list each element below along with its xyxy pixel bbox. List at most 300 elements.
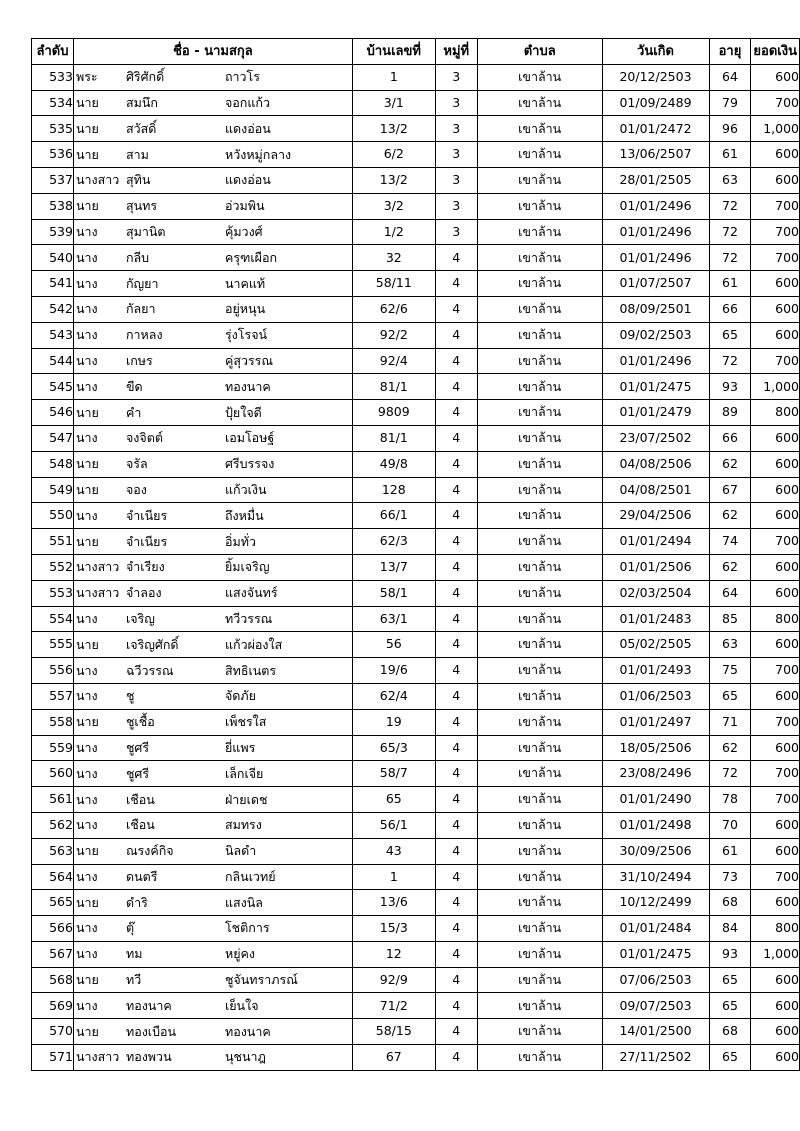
name-prefix: นาย	[75, 971, 99, 987]
table-row	[32, 400, 800, 426]
age: 93	[709, 941, 751, 967]
amount: 600	[751, 683, 800, 709]
name-prefix: นาง	[75, 868, 98, 884]
full-name-cell	[73, 838, 352, 864]
first-name: ศิริศักดิ์	[125, 68, 165, 84]
house-number: 63/1	[352, 606, 435, 632]
name-prefix: นาง	[75, 920, 98, 936]
row-number: 565	[32, 890, 74, 916]
date-of-birth: 01/01/2498	[602, 812, 709, 838]
table-row	[32, 219, 800, 245]
table-row	[32, 451, 800, 477]
moo-number: 4	[435, 916, 477, 942]
table-row	[32, 890, 800, 916]
table-row	[32, 787, 800, 813]
house-number: 62/6	[352, 296, 435, 322]
date-of-birth: 01/01/2475	[602, 941, 709, 967]
house-number: 13/6	[352, 890, 435, 916]
row-number: 533	[32, 64, 74, 90]
house-number: 3/2	[352, 193, 435, 219]
house-number: 65	[352, 787, 435, 813]
moo-number: 4	[435, 838, 477, 864]
tambon: เขาล้าน	[477, 554, 602, 580]
house-number: 81/1	[352, 374, 435, 400]
name-prefix: นาง	[75, 275, 98, 291]
first-name: ตุ๊	[125, 920, 135, 936]
first-name: กลีบ	[125, 249, 150, 265]
first-name: สุนทร	[125, 197, 158, 213]
house-number: 58/7	[352, 761, 435, 787]
moo-number: 4	[435, 683, 477, 709]
tambon: เขาล้าน	[477, 451, 602, 477]
age: 65	[709, 1045, 751, 1071]
last-name: หยู่คง	[224, 946, 255, 962]
full-name-cell	[73, 503, 352, 529]
row-number: 546	[32, 400, 74, 426]
age: 66	[709, 296, 751, 322]
date-of-birth: 14/01/2500	[602, 1019, 709, 1045]
last-name: อ่วมพิน	[224, 197, 265, 213]
first-name: สาม	[125, 146, 149, 162]
amount: 600	[751, 993, 800, 1019]
full-name-cell	[73, 90, 352, 116]
house-number: 49/8	[352, 451, 435, 477]
table-row	[32, 606, 800, 632]
first-name: คำ	[125, 404, 142, 420]
table-row	[32, 916, 800, 942]
moo-number: 4	[435, 580, 477, 606]
tambon: เขาล้าน	[477, 941, 602, 967]
amount: 600	[751, 1045, 800, 1071]
full-name-cell	[73, 890, 352, 916]
last-name: เพ็ชรใส	[224, 713, 267, 729]
amount: 600	[751, 142, 800, 168]
moo-number: 4	[435, 709, 477, 735]
house-number: 58/11	[352, 271, 435, 297]
date-of-birth: 04/08/2506	[602, 451, 709, 477]
amount: 700	[751, 245, 800, 271]
table-row	[32, 1045, 800, 1071]
tambon: เขาล้าน	[477, 812, 602, 838]
house-number: 1/2	[352, 219, 435, 245]
full-name-cell	[73, 219, 352, 245]
amount: 600	[751, 812, 800, 838]
last-name: กลินเวทย์	[224, 868, 276, 884]
full-name-cell	[73, 761, 352, 787]
full-name-cell	[73, 529, 352, 555]
full-name-cell	[73, 580, 352, 606]
last-name: ถึงหมื่น	[224, 507, 264, 523]
last-name: นาคแท้	[224, 275, 266, 291]
tambon: เขาล้าน	[477, 890, 602, 916]
name-prefix: นาย	[75, 455, 99, 471]
house-number: 92/9	[352, 967, 435, 993]
age: 93	[709, 374, 751, 400]
age: 65	[709, 683, 751, 709]
amount: 700	[751, 658, 800, 684]
moo-number: 4	[435, 606, 477, 632]
col-header-age: อายุ	[709, 39, 751, 65]
last-name: เล็กเจีย	[224, 765, 264, 781]
moo-number: 4	[435, 529, 477, 555]
house-number: 43	[352, 838, 435, 864]
tambon: เขาล้าน	[477, 658, 602, 684]
table-row	[32, 580, 800, 606]
table-row	[32, 245, 800, 271]
row-number: 538	[32, 193, 74, 219]
first-name: กาหลง	[125, 326, 163, 342]
last-name: ทวีวรรณ	[224, 610, 273, 626]
moo-number: 4	[435, 941, 477, 967]
row-number: 571	[32, 1045, 74, 1071]
name-prefix: นาง	[75, 352, 98, 368]
col-header-house: บ้านเลขที่	[352, 39, 435, 65]
name-prefix: นาย	[75, 894, 99, 910]
moo-number: 4	[435, 632, 477, 658]
row-number: 539	[32, 219, 74, 245]
full-name-cell	[73, 941, 352, 967]
date-of-birth: 01/01/2494	[602, 529, 709, 555]
date-of-birth: 29/04/2506	[602, 503, 709, 529]
date-of-birth: 01/09/2489	[602, 90, 709, 116]
last-name: ปุ้ยใจดี	[224, 404, 262, 420]
house-number: 56	[352, 632, 435, 658]
table-row	[32, 632, 800, 658]
tambon: เขาล้าน	[477, 761, 602, 787]
tambon: เขาล้าน	[477, 477, 602, 503]
first-name: ทองเบือน	[125, 1023, 177, 1039]
row-number: 545	[32, 374, 74, 400]
row-number: 567	[32, 941, 74, 967]
moo-number: 4	[435, 554, 477, 580]
date-of-birth: 01/01/2496	[602, 348, 709, 374]
name-prefix: นาง	[75, 997, 98, 1013]
moo-number: 3	[435, 219, 477, 245]
last-name: ถาวโร	[224, 68, 260, 84]
last-name: แดงอ่อน	[224, 120, 271, 136]
date-of-birth: 01/01/2479	[602, 400, 709, 426]
tambon: เขาล้าน	[477, 296, 602, 322]
name-prefix: นาย	[75, 636, 99, 652]
full-name-cell	[73, 322, 352, 348]
row-number: 566	[32, 916, 74, 942]
age: 72	[709, 219, 751, 245]
last-name: อิ่มทั่ว	[224, 533, 256, 549]
date-of-birth: 18/05/2506	[602, 735, 709, 761]
first-name: ชู	[125, 688, 135, 704]
table-row	[32, 812, 800, 838]
age: 64	[709, 580, 751, 606]
house-number: 32	[352, 245, 435, 271]
house-number: 65/3	[352, 735, 435, 761]
moo-number: 4	[435, 271, 477, 297]
full-name-cell	[73, 374, 352, 400]
name-prefix: นาง	[75, 688, 98, 704]
row-number: 556	[32, 658, 74, 684]
age: 63	[709, 632, 751, 658]
moo-number: 4	[435, 374, 477, 400]
moo-number: 4	[435, 322, 477, 348]
date-of-birth: 01/01/2496	[602, 245, 709, 271]
amount: 600	[751, 580, 800, 606]
name-prefix: นาง	[75, 378, 98, 394]
age: 75	[709, 658, 751, 684]
amount: 600	[751, 554, 800, 580]
row-number: 537	[32, 167, 74, 193]
first-name: ชูเชื้อ	[125, 713, 155, 729]
amount: 700	[751, 193, 800, 219]
tambon: เขาล้าน	[477, 735, 602, 761]
name-prefix: นาง	[75, 249, 98, 265]
row-number: 535	[32, 116, 74, 142]
house-number: 92/2	[352, 322, 435, 348]
name-prefix: นางสาว	[75, 559, 120, 575]
first-name: ฉวีวรรณ	[125, 662, 174, 678]
table-row	[32, 271, 800, 297]
date-of-birth: 28/01/2505	[602, 167, 709, 193]
table-row	[32, 374, 800, 400]
full-name-cell	[73, 116, 352, 142]
moo-number: 4	[435, 1019, 477, 1045]
last-name: โชติการ	[224, 920, 270, 936]
amount: 700	[751, 348, 800, 374]
full-name-cell	[73, 193, 352, 219]
row-number: 540	[32, 245, 74, 271]
first-name: สมนึก	[125, 94, 158, 110]
moo-number: 4	[435, 477, 477, 503]
col-header-amount: ยอดเงิน	[751, 39, 800, 65]
name-prefix: นาย	[75, 146, 99, 162]
last-name: หวังหมู่กลาง	[224, 146, 292, 162]
tambon: เขาล้าน	[477, 993, 602, 1019]
amount: 1,000	[751, 941, 800, 967]
date-of-birth: 31/10/2494	[602, 864, 709, 890]
last-name: แสงนิล	[224, 894, 263, 910]
table-row	[32, 941, 800, 967]
last-name: คู่สุวรรณ	[224, 352, 273, 368]
row-number: 570	[32, 1019, 74, 1045]
first-name: สุมานิต	[125, 223, 166, 239]
last-name: จัดภัย	[224, 688, 256, 704]
full-name-cell	[73, 451, 352, 477]
first-name: ทวี	[125, 971, 142, 987]
full-name-cell	[73, 812, 352, 838]
tambon: เขาล้าน	[477, 1019, 602, 1045]
age: 72	[709, 245, 751, 271]
tambon: เขาล้าน	[477, 219, 602, 245]
name-prefix: นาง	[75, 946, 98, 962]
amount: 600	[751, 1019, 800, 1045]
age: 71	[709, 709, 751, 735]
date-of-birth: 01/06/2503	[602, 683, 709, 709]
date-of-birth: 04/08/2501	[602, 477, 709, 503]
last-name: ยี่แพร	[224, 739, 256, 755]
amount: 600	[751, 167, 800, 193]
table-row	[32, 167, 800, 193]
tambon: เขาล้าน	[477, 322, 602, 348]
full-name-cell	[73, 787, 352, 813]
age: 84	[709, 916, 751, 942]
house-number: 62/4	[352, 683, 435, 709]
tambon: เขาล้าน	[477, 529, 602, 555]
row-number: 554	[32, 606, 74, 632]
full-name-cell	[73, 1019, 352, 1045]
row-number: 559	[32, 735, 74, 761]
moo-number: 4	[435, 503, 477, 529]
tambon: เขาล้าน	[477, 632, 602, 658]
table-row	[32, 322, 800, 348]
house-number: 92/4	[352, 348, 435, 374]
age: 62	[709, 451, 751, 477]
row-number: 555	[32, 632, 74, 658]
name-prefix: นาง	[75, 739, 98, 755]
row-number: 553	[32, 580, 74, 606]
last-name: ชูจันทราภรณ์	[224, 971, 298, 987]
full-name-cell	[73, 1045, 352, 1071]
date-of-birth: 01/01/2483	[602, 606, 709, 632]
age: 68	[709, 1019, 751, 1045]
first-name: ทม	[125, 946, 143, 962]
full-name-cell	[73, 916, 352, 942]
full-name-cell	[73, 606, 352, 632]
row-number: 569	[32, 993, 74, 1019]
age: 78	[709, 787, 751, 813]
name-prefix: นาง	[75, 610, 98, 626]
table-row	[32, 90, 800, 116]
age: 74	[709, 529, 751, 555]
age: 72	[709, 193, 751, 219]
age: 68	[709, 890, 751, 916]
full-name-cell	[73, 632, 352, 658]
first-name: กัญยา	[125, 275, 159, 291]
full-name-cell	[73, 296, 352, 322]
amount: 800	[751, 916, 800, 942]
col-header-name: ชื่อ - นามสกุล	[73, 39, 352, 65]
last-name: แก้วเงิน	[224, 481, 267, 497]
moo-number: 4	[435, 400, 477, 426]
amount: 600	[751, 296, 800, 322]
moo-number: 4	[435, 761, 477, 787]
row-number: 558	[32, 709, 74, 735]
full-name-cell	[73, 271, 352, 297]
tambon: เขาล้าน	[477, 425, 602, 451]
tambon: เขาล้าน	[477, 400, 602, 426]
tambon: เขาล้าน	[477, 245, 602, 271]
amount: 800	[751, 606, 800, 632]
name-prefix: นาง	[75, 326, 98, 342]
first-name: ขีด	[125, 378, 143, 394]
first-name: เชือน	[125, 791, 155, 807]
table-row	[32, 193, 800, 219]
date-of-birth: 09/07/2503	[602, 993, 709, 1019]
name-prefix: พระ	[75, 68, 98, 84]
moo-number: 4	[435, 993, 477, 1019]
full-name-cell	[73, 400, 352, 426]
name-prefix: นาง	[75, 430, 98, 446]
table-row	[32, 142, 800, 168]
first-name: จงจิตต์	[125, 430, 163, 446]
age: 79	[709, 90, 751, 116]
last-name: จอกแก้ว	[224, 94, 270, 110]
amount: 700	[751, 529, 800, 555]
tambon: เขาล้าน	[477, 916, 602, 942]
age: 96	[709, 116, 751, 142]
house-number: 15/3	[352, 916, 435, 942]
last-name: เอมโอษฐ์	[224, 430, 275, 446]
house-number: 3/1	[352, 90, 435, 116]
table-body	[32, 64, 800, 1070]
first-name: จำเนียร	[125, 533, 168, 549]
amount: 700	[751, 761, 800, 787]
table-row	[32, 554, 800, 580]
age: 65	[709, 322, 751, 348]
amount: 600	[751, 890, 800, 916]
amount: 700	[751, 90, 800, 116]
amount: 600	[751, 322, 800, 348]
tambon: เขาล้าน	[477, 838, 602, 864]
name-prefix: นางสาว	[75, 172, 120, 188]
table-row	[32, 683, 800, 709]
tambon: เขาล้าน	[477, 503, 602, 529]
name-prefix: นาง	[75, 765, 98, 781]
name-prefix: นาง	[75, 791, 98, 807]
full-name-cell	[73, 477, 352, 503]
last-name: แสงจันทร์	[224, 584, 278, 600]
name-prefix: นาง	[75, 817, 98, 833]
beneficiary-table	[31, 38, 800, 1071]
age: 62	[709, 503, 751, 529]
date-of-birth: 23/08/2496	[602, 761, 709, 787]
table-row	[32, 64, 800, 90]
date-of-birth: 20/12/2503	[602, 64, 709, 90]
row-number: 560	[32, 761, 74, 787]
last-name: คุ้มวงศ์	[224, 223, 263, 239]
name-prefix: นาย	[75, 120, 99, 136]
first-name: กัลยา	[125, 301, 156, 317]
amount: 700	[751, 787, 800, 813]
age: 67	[709, 477, 751, 503]
house-number: 19	[352, 709, 435, 735]
date-of-birth: 09/02/2503	[602, 322, 709, 348]
table-row	[32, 296, 800, 322]
first-name: เจริญศักดิ์	[125, 636, 179, 652]
full-name-cell	[73, 142, 352, 168]
row-number: 550	[32, 503, 74, 529]
tambon: เขาล้าน	[477, 864, 602, 890]
age: 70	[709, 812, 751, 838]
first-name: จอง	[125, 481, 147, 497]
last-name: เย็นใจ	[224, 997, 259, 1013]
amount: 600	[751, 271, 800, 297]
name-prefix: นาย	[75, 533, 99, 549]
moo-number: 4	[435, 658, 477, 684]
full-name-cell	[73, 554, 352, 580]
date-of-birth: 01/01/2496	[602, 193, 709, 219]
house-number: 67	[352, 1045, 435, 1071]
tambon: เขาล้าน	[477, 348, 602, 374]
table-row	[32, 477, 800, 503]
moo-number: 4	[435, 864, 477, 890]
age: 85	[709, 606, 751, 632]
name-prefix: นาย	[75, 713, 99, 729]
col-header-tambon: ตำบล	[477, 39, 602, 65]
house-number: 19/6	[352, 658, 435, 684]
moo-number: 4	[435, 425, 477, 451]
moo-number: 3	[435, 64, 477, 90]
amount: 600	[751, 632, 800, 658]
first-name: ชูศรี	[125, 739, 150, 755]
amount: 600	[751, 451, 800, 477]
